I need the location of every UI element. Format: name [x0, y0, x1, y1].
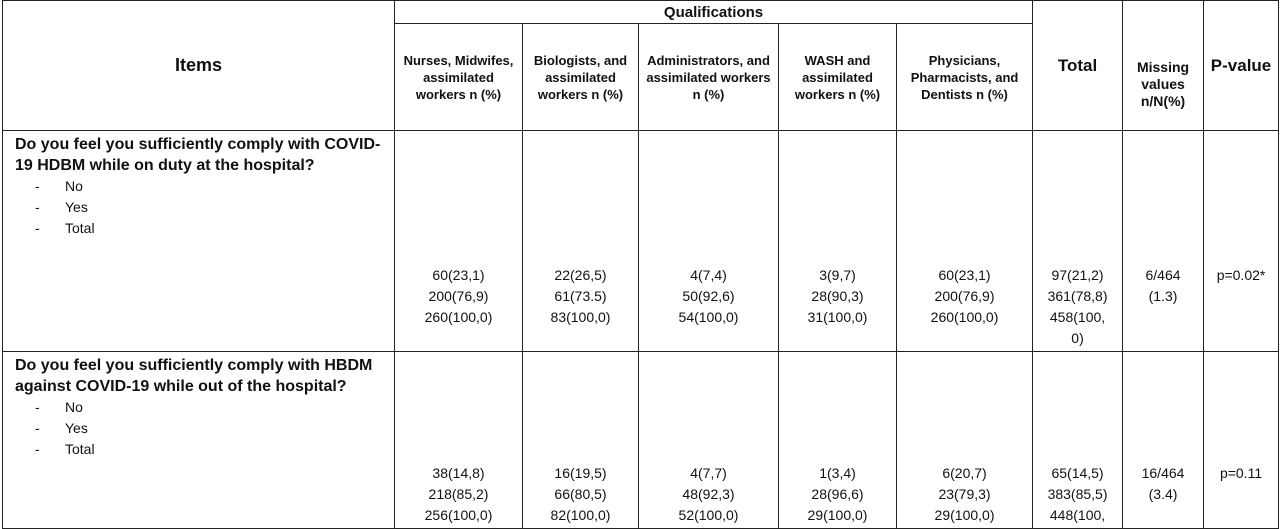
biologists-values: 16(19,5) 66(80,5) 82(100,0)	[523, 352, 639, 529]
physicians-values: 60(23,1) 200(76,9) 260(100,0)	[897, 131, 1033, 352]
table-row	[3, 131, 1279, 352]
option-item: - No	[35, 399, 83, 415]
question-text: Do you feel you sufficiently comply with HBDM against COVID-19 while out of the hospital?	[15, 357, 373, 395]
col-header-wash: WASH and assimilated workers n (%)	[779, 24, 897, 131]
missing-values: 6/464 (1.3)	[1123, 131, 1204, 352]
option-item: - No	[35, 178, 83, 194]
option-item: - Yes	[35, 420, 88, 436]
physicians-values: 6(20,7) 23(79,3) 29(100,0)	[897, 352, 1033, 529]
question-text: Do you feel you sufficiently comply with COVID-19 HDBM while on duty at the hospital?	[15, 136, 381, 174]
qualifications-header: Qualifications	[395, 1, 1033, 24]
p-value: p=0.11	[1204, 352, 1279, 529]
items-header: Items	[3, 1, 395, 131]
missing-values: 16/464 (3.4)	[1123, 352, 1204, 529]
p-value: p=0.02*	[1204, 131, 1279, 352]
option-item: - Total	[35, 441, 95, 457]
question-cell	[3, 352, 395, 529]
col-header-administrators: Administrators, and assimilated workers n (%)	[639, 24, 779, 131]
col-header-physicians: Physicians, Pharmacists, and Dentists n (%)	[897, 24, 1033, 131]
nurses-values: 38(14,8) 218(85,2) 256(100,0)	[395, 352, 523, 529]
question-cell	[3, 131, 395, 352]
biologists-values: 22(26,5) 61(73.5) 83(100,0)	[523, 131, 639, 352]
col-header-nurses: Nurses, Midwifes, assimilated workers n (%)	[395, 24, 523, 131]
wash-values: 3(9,7) 28(90,3) 31(100,0)	[779, 131, 897, 352]
administrators-values: 4(7,4) 50(92,6) 54(100,0)	[639, 131, 779, 352]
total-values: 97(21,2) 361(78,8) 458(100,0)	[1033, 131, 1123, 352]
option-item: - Total	[35, 220, 95, 236]
total-header: Total	[1033, 1, 1123, 131]
administrators-values: 4(7,7) 48(92,3) 52(100,0)	[639, 352, 779, 529]
missing-values-header: Missing values n/N(%)	[1123, 1, 1204, 131]
nurses-values: 60(23,1) 200(76,9) 260(100,0)	[395, 131, 523, 352]
table-row	[3, 352, 1279, 529]
wash-values: 1(3,4) 28(96,6) 29(100,0)	[779, 352, 897, 529]
option-item: - Yes	[35, 199, 88, 215]
p-value-header: P-value	[1204, 1, 1279, 131]
col-header-biologists: Biologists, and assimilated workers n (%)	[523, 24, 639, 131]
total-values: 65(14,5) 383(85,5) 448(100,	[1033, 352, 1123, 529]
results-table	[2, 0, 1279, 529]
